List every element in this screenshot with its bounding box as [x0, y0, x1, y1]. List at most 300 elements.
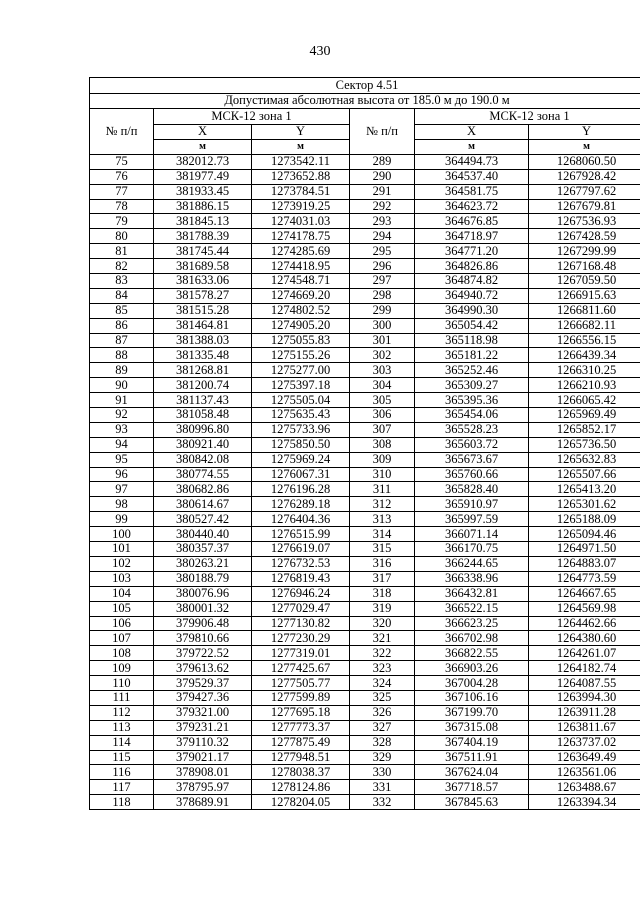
x-value-left: 381689.58 — [154, 259, 252, 274]
x-value-right: 364718.97 — [415, 229, 529, 244]
point-number-right: 330 — [350, 765, 415, 780]
x-value-right: 364537.40 — [415, 169, 529, 184]
x-value-right: 365181.22 — [415, 348, 529, 363]
x-header-right: X — [415, 124, 529, 140]
y-value-left: 1275055.83 — [252, 333, 350, 348]
system-header-right: МСК-12 зона 1 — [415, 109, 640, 125]
table-row — [90, 556, 640, 571]
point-number-left: 104 — [90, 586, 154, 601]
point-number-right: 295 — [350, 244, 415, 259]
point-number-right: 318 — [350, 586, 415, 601]
table-row — [90, 452, 640, 467]
y-value-right: 1265507.66 — [529, 467, 640, 482]
table-row — [90, 512, 640, 527]
x-value-left: 381845.13 — [154, 214, 252, 229]
y-value-right: 1266556.15 — [529, 333, 640, 348]
point-number-right: 309 — [350, 452, 415, 467]
point-number-left: 105 — [90, 601, 154, 616]
point-number-right: 326 — [350, 705, 415, 720]
point-number-left: 89 — [90, 363, 154, 378]
x-value-right: 367511.91 — [415, 750, 529, 765]
x-value-left: 379529.37 — [154, 676, 252, 691]
point-number-right: 296 — [350, 259, 415, 274]
x-value-left: 381515.28 — [154, 303, 252, 318]
y-value-left: 1277505.77 — [252, 676, 350, 691]
y-value-left: 1276619.07 — [252, 542, 350, 557]
table-row — [90, 259, 640, 274]
point-number-left: 82 — [90, 259, 154, 274]
x-value-right: 365054.42 — [415, 318, 529, 333]
point-number-left: 94 — [90, 437, 154, 452]
y-value-left: 1275397.18 — [252, 378, 350, 393]
x-value-left: 380263.21 — [154, 556, 252, 571]
y-value-right: 1267168.48 — [529, 259, 640, 274]
x-value-right: 366623.25 — [415, 616, 529, 631]
table-row — [90, 333, 640, 348]
x-value-right: 366702.98 — [415, 631, 529, 646]
y-value-left: 1274802.52 — [252, 303, 350, 318]
x-value-left: 380440.40 — [154, 527, 252, 542]
x-value-right: 365395.36 — [415, 393, 529, 408]
x-value-left: 380996.80 — [154, 422, 252, 437]
table-row — [90, 646, 640, 661]
point-number-right: 313 — [350, 512, 415, 527]
table-row — [90, 690, 640, 705]
x-value-right: 364623.72 — [415, 199, 529, 214]
point-number-right: 316 — [350, 556, 415, 571]
height-range: Допустимая абсолютная высота от 185.0 м до 190.0 м — [90, 93, 640, 109]
x-value-left: 381886.15 — [154, 199, 252, 214]
y-value-left: 1277599.89 — [252, 690, 350, 705]
page-number: 430 — [309, 44, 331, 59]
point-number-left: 97 — [90, 482, 154, 497]
point-number-right: 327 — [350, 720, 415, 735]
point-number-right: 303 — [350, 363, 415, 378]
x-value-left: 381633.06 — [154, 274, 252, 289]
x-value-left: 380614.67 — [154, 497, 252, 512]
point-number-right: 299 — [350, 303, 415, 318]
point-number-left: 75 — [90, 154, 154, 169]
point-number-left: 83 — [90, 274, 154, 289]
unit-x-left: м — [154, 140, 252, 155]
table-row — [90, 288, 640, 303]
point-number-left: 78 — [90, 199, 154, 214]
y-value-right: 1266915.63 — [529, 288, 640, 303]
point-number-left: 90 — [90, 378, 154, 393]
point-number-left: 80 — [90, 229, 154, 244]
table-row — [90, 542, 640, 557]
y-value-left: 1275850.50 — [252, 437, 350, 452]
y-value-right: 1265736.50 — [529, 437, 640, 452]
x-value-left: 381137.43 — [154, 393, 252, 408]
point-number-left: 103 — [90, 571, 154, 586]
y-value-left: 1275277.00 — [252, 363, 350, 378]
table-row — [90, 586, 640, 601]
y-value-left: 1276819.43 — [252, 571, 350, 586]
table-row — [90, 348, 640, 363]
y-value-left: 1276404.36 — [252, 512, 350, 527]
table-row — [90, 661, 640, 676]
y-value-left: 1276732.53 — [252, 556, 350, 571]
y-value-right: 1263911.28 — [529, 705, 640, 720]
x-value-left: 380001.32 — [154, 601, 252, 616]
x-value-left: 379321.00 — [154, 705, 252, 720]
y-value-left: 1274548.71 — [252, 274, 350, 289]
y-value-left: 1275155.26 — [252, 348, 350, 363]
point-number-left: 112 — [90, 705, 154, 720]
unit-x-right: м — [415, 140, 529, 155]
y-value-right: 1267428.59 — [529, 229, 640, 244]
x-value-left: 381933.45 — [154, 184, 252, 199]
x-value-right: 366244.65 — [415, 556, 529, 571]
point-number-right: 292 — [350, 199, 415, 214]
y-value-left: 1277948.51 — [252, 750, 350, 765]
y-value-left: 1277230.29 — [252, 631, 350, 646]
x-value-left: 378689.91 — [154, 795, 252, 810]
y-value-left: 1273652.88 — [252, 169, 350, 184]
y-value-right: 1268060.50 — [529, 154, 640, 169]
table-row — [90, 527, 640, 542]
point-number-right: 291 — [350, 184, 415, 199]
point-number-right: 319 — [350, 601, 415, 616]
x-value-right: 365997.59 — [415, 512, 529, 527]
y-value-right: 1264182.74 — [529, 661, 640, 676]
y-value-left: 1277695.18 — [252, 705, 350, 720]
x-value-right: 366822.55 — [415, 646, 529, 661]
x-value-left: 381335.48 — [154, 348, 252, 363]
point-number-right: 289 — [350, 154, 415, 169]
y-value-left: 1278124.86 — [252, 780, 350, 795]
table-row — [90, 199, 640, 214]
x-value-left: 380774.55 — [154, 467, 252, 482]
table-row — [90, 437, 640, 452]
x-value-right: 365603.72 — [415, 437, 529, 452]
x-value-left: 381388.03 — [154, 333, 252, 348]
num-header-right: № п/п — [350, 109, 415, 155]
table-row — [90, 363, 640, 378]
y-value-left: 1277319.01 — [252, 646, 350, 661]
y-value-left: 1276946.24 — [252, 586, 350, 601]
x-value-left: 379021.17 — [154, 750, 252, 765]
x-value-left: 382012.73 — [154, 154, 252, 169]
x-value-right: 365118.98 — [415, 333, 529, 348]
y-value-left: 1275733.96 — [252, 422, 350, 437]
x-value-right: 365910.97 — [415, 497, 529, 512]
point-number-right: 301 — [350, 333, 415, 348]
y-value-right: 1263737.02 — [529, 735, 640, 750]
x-value-right: 364874.82 — [415, 274, 529, 289]
y-value-right: 1265301.62 — [529, 497, 640, 512]
point-number-left: 101 — [90, 542, 154, 557]
x-value-right: 364940.72 — [415, 288, 529, 303]
x-value-right: 364826.86 — [415, 259, 529, 274]
point-number-left: 95 — [90, 452, 154, 467]
x-value-right: 365252.46 — [415, 363, 529, 378]
table-row — [90, 154, 640, 169]
y-value-right: 1267797.62 — [529, 184, 640, 199]
y-value-left: 1274285.69 — [252, 244, 350, 259]
point-number-left: 96 — [90, 467, 154, 482]
table-row — [90, 497, 640, 512]
point-number-right: 331 — [350, 780, 415, 795]
point-number-right: 300 — [350, 318, 415, 333]
y-value-right: 1263994.30 — [529, 690, 640, 705]
y-value-right: 1265852.17 — [529, 422, 640, 437]
point-number-right: 305 — [350, 393, 415, 408]
point-number-left: 76 — [90, 169, 154, 184]
point-number-left: 116 — [90, 765, 154, 780]
point-number-right: 320 — [350, 616, 415, 631]
x-value-right: 367718.57 — [415, 780, 529, 795]
x-value-left: 381200.74 — [154, 378, 252, 393]
y-value-right: 1265094.46 — [529, 527, 640, 542]
y-value-right: 1263649.49 — [529, 750, 640, 765]
table-row — [90, 676, 640, 691]
x-value-left: 381977.49 — [154, 169, 252, 184]
table-row — [90, 318, 640, 333]
point-number-right: 315 — [350, 542, 415, 557]
x-value-right: 367404.19 — [415, 735, 529, 750]
x-value-left: 380188.79 — [154, 571, 252, 586]
point-number-left: 98 — [90, 497, 154, 512]
point-number-left: 100 — [90, 527, 154, 542]
table-row — [90, 214, 640, 229]
x-value-right: 367624.04 — [415, 765, 529, 780]
point-number-left: 79 — [90, 214, 154, 229]
point-number-left: 117 — [90, 780, 154, 795]
point-number-right: 304 — [350, 378, 415, 393]
point-number-left: 114 — [90, 735, 154, 750]
point-number-left: 115 — [90, 750, 154, 765]
y-value-right: 1267059.50 — [529, 274, 640, 289]
table-row — [90, 467, 640, 482]
point-number-left: 77 — [90, 184, 154, 199]
table-row — [90, 616, 640, 631]
y-value-right: 1264569.98 — [529, 601, 640, 616]
table-row — [90, 244, 640, 259]
point-number-left: 85 — [90, 303, 154, 318]
y-value-left: 1274178.75 — [252, 229, 350, 244]
x-value-right: 364990.30 — [415, 303, 529, 318]
y-value-right: 1267536.93 — [529, 214, 640, 229]
y-value-right: 1265632.83 — [529, 452, 640, 467]
x-value-left: 381268.81 — [154, 363, 252, 378]
point-number-right: 329 — [350, 750, 415, 765]
y-value-right: 1264883.07 — [529, 556, 640, 571]
point-number-left: 92 — [90, 408, 154, 423]
y-value-left: 1275505.04 — [252, 393, 350, 408]
y-value-right: 1263561.06 — [529, 765, 640, 780]
y-value-right: 1267299.99 — [529, 244, 640, 259]
y-value-right: 1266811.60 — [529, 303, 640, 318]
x-header-left: X — [154, 124, 252, 140]
x-value-left: 379906.48 — [154, 616, 252, 631]
point-number-right: 328 — [350, 735, 415, 750]
point-number-right: 324 — [350, 676, 415, 691]
x-value-right: 366903.26 — [415, 661, 529, 676]
y-value-left: 1273919.25 — [252, 199, 350, 214]
y-value-right: 1267679.81 — [529, 199, 640, 214]
x-value-left: 380921.40 — [154, 437, 252, 452]
table-row — [90, 303, 640, 318]
point-number-right: 314 — [350, 527, 415, 542]
y-value-left: 1277425.67 — [252, 661, 350, 676]
x-value-right: 364771.20 — [415, 244, 529, 259]
y-value-right: 1266682.11 — [529, 318, 640, 333]
point-number-left: 91 — [90, 393, 154, 408]
table-row — [90, 229, 640, 244]
point-number-right: 321 — [350, 631, 415, 646]
point-number-right: 294 — [350, 229, 415, 244]
point-number-left: 106 — [90, 616, 154, 631]
y-value-left: 1276067.31 — [252, 467, 350, 482]
x-value-left: 380682.86 — [154, 482, 252, 497]
x-value-right: 366432.81 — [415, 586, 529, 601]
point-number-left: 88 — [90, 348, 154, 363]
x-value-right: 365454.06 — [415, 408, 529, 423]
point-number-right: 306 — [350, 408, 415, 423]
y-value-left: 1277773.37 — [252, 720, 350, 735]
x-value-right: 367845.63 — [415, 795, 529, 810]
x-value-left: 379613.62 — [154, 661, 252, 676]
x-value-left: 378795.97 — [154, 780, 252, 795]
table-row — [90, 735, 640, 750]
x-value-right: 366522.15 — [415, 601, 529, 616]
y-value-left: 1273542.11 — [252, 154, 350, 169]
y-value-left: 1277029.47 — [252, 601, 350, 616]
y-value-left: 1276515.99 — [252, 527, 350, 542]
point-number-left: 81 — [90, 244, 154, 259]
point-number-left: 102 — [90, 556, 154, 571]
y-value-right: 1265188.09 — [529, 512, 640, 527]
y-value-right: 1264380.60 — [529, 631, 640, 646]
y-value-right: 1266439.34 — [529, 348, 640, 363]
system-header-left: МСК-12 зона 1 — [154, 109, 350, 125]
point-number-right: 307 — [350, 422, 415, 437]
x-value-left: 380076.96 — [154, 586, 252, 601]
point-number-right: 293 — [350, 214, 415, 229]
point-number-left: 99 — [90, 512, 154, 527]
x-value-left: 381058.48 — [154, 408, 252, 423]
y-value-left: 1276289.18 — [252, 497, 350, 512]
point-number-left: 118 — [90, 795, 154, 810]
table-row — [90, 601, 640, 616]
y-value-right: 1265413.20 — [529, 482, 640, 497]
x-value-left: 379231.21 — [154, 720, 252, 735]
y-value-left: 1278204.05 — [252, 795, 350, 810]
x-value-right: 367315.08 — [415, 720, 529, 735]
x-value-right: 367004.28 — [415, 676, 529, 691]
x-value-right: 366338.96 — [415, 571, 529, 586]
x-value-left: 380527.42 — [154, 512, 252, 527]
y-value-left: 1274031.03 — [252, 214, 350, 229]
point-number-right: 308 — [350, 437, 415, 452]
point-number-right: 325 — [350, 690, 415, 705]
x-value-left: 379110.32 — [154, 735, 252, 750]
table-row — [90, 750, 640, 765]
y-value-right: 1264462.66 — [529, 616, 640, 631]
x-value-left: 380842.08 — [154, 452, 252, 467]
y-value-left: 1273784.51 — [252, 184, 350, 199]
y-value-left: 1275635.43 — [252, 408, 350, 423]
y-header-right: Y — [529, 124, 640, 140]
table-row — [90, 422, 640, 437]
point-number-right: 298 — [350, 288, 415, 303]
point-number-left: 87 — [90, 333, 154, 348]
table-row — [90, 631, 640, 646]
point-number-right: 317 — [350, 571, 415, 586]
point-number-left: 107 — [90, 631, 154, 646]
y-value-left: 1276196.28 — [252, 482, 350, 497]
point-number-right: 322 — [350, 646, 415, 661]
x-value-left: 380357.37 — [154, 542, 252, 557]
table-row — [90, 705, 640, 720]
y-value-left: 1277130.82 — [252, 616, 350, 631]
y-value-right: 1263394.34 — [529, 795, 640, 810]
x-value-left: 381745.44 — [154, 244, 252, 259]
y-value-right: 1263811.67 — [529, 720, 640, 735]
x-value-left: 379722.52 — [154, 646, 252, 661]
y-value-left: 1278038.37 — [252, 765, 350, 780]
y-value-right: 1264667.65 — [529, 586, 640, 601]
point-number-right: 323 — [350, 661, 415, 676]
point-number-right: 297 — [350, 274, 415, 289]
x-value-left: 379810.66 — [154, 631, 252, 646]
table-row — [90, 571, 640, 586]
x-value-right: 365309.27 — [415, 378, 529, 393]
y-value-right: 1267928.42 — [529, 169, 640, 184]
y-value-right: 1265969.49 — [529, 408, 640, 423]
x-value-left: 381464.81 — [154, 318, 252, 333]
y-value-right: 1264261.07 — [529, 646, 640, 661]
y-value-right: 1264087.55 — [529, 676, 640, 691]
y-value-right: 1263488.67 — [529, 780, 640, 795]
x-value-right: 365760.66 — [415, 467, 529, 482]
y-header-left: Y — [252, 124, 350, 140]
x-value-right: 366170.75 — [415, 542, 529, 557]
point-number-left: 109 — [90, 661, 154, 676]
x-value-right: 367199.70 — [415, 705, 529, 720]
point-number-right: 310 — [350, 467, 415, 482]
y-value-left: 1275969.24 — [252, 452, 350, 467]
num-header-left: № п/п — [90, 109, 154, 155]
y-value-right: 1266065.42 — [529, 393, 640, 408]
table-row — [90, 720, 640, 735]
y-value-right: 1266210.93 — [529, 378, 640, 393]
point-number-left: 113 — [90, 720, 154, 735]
table-row — [90, 765, 640, 780]
y-value-right: 1264971.50 — [529, 542, 640, 557]
point-number-left: 86 — [90, 318, 154, 333]
point-number-left: 110 — [90, 676, 154, 691]
point-number-right: 290 — [350, 169, 415, 184]
table-row — [90, 378, 640, 393]
table-row — [90, 393, 640, 408]
x-value-right: 366071.14 — [415, 527, 529, 542]
table-row — [90, 780, 640, 795]
point-number-left: 93 — [90, 422, 154, 437]
x-value-left: 381578.27 — [154, 288, 252, 303]
point-number-right: 302 — [350, 348, 415, 363]
y-value-right: 1264773.59 — [529, 571, 640, 586]
x-value-right: 365828.40 — [415, 482, 529, 497]
point-number-right: 311 — [350, 482, 415, 497]
unit-y-right: м — [529, 140, 640, 155]
x-value-right: 364494.73 — [415, 154, 529, 169]
x-value-right: 365528.23 — [415, 422, 529, 437]
table-row — [90, 795, 640, 810]
coordinates-table — [89, 77, 640, 810]
